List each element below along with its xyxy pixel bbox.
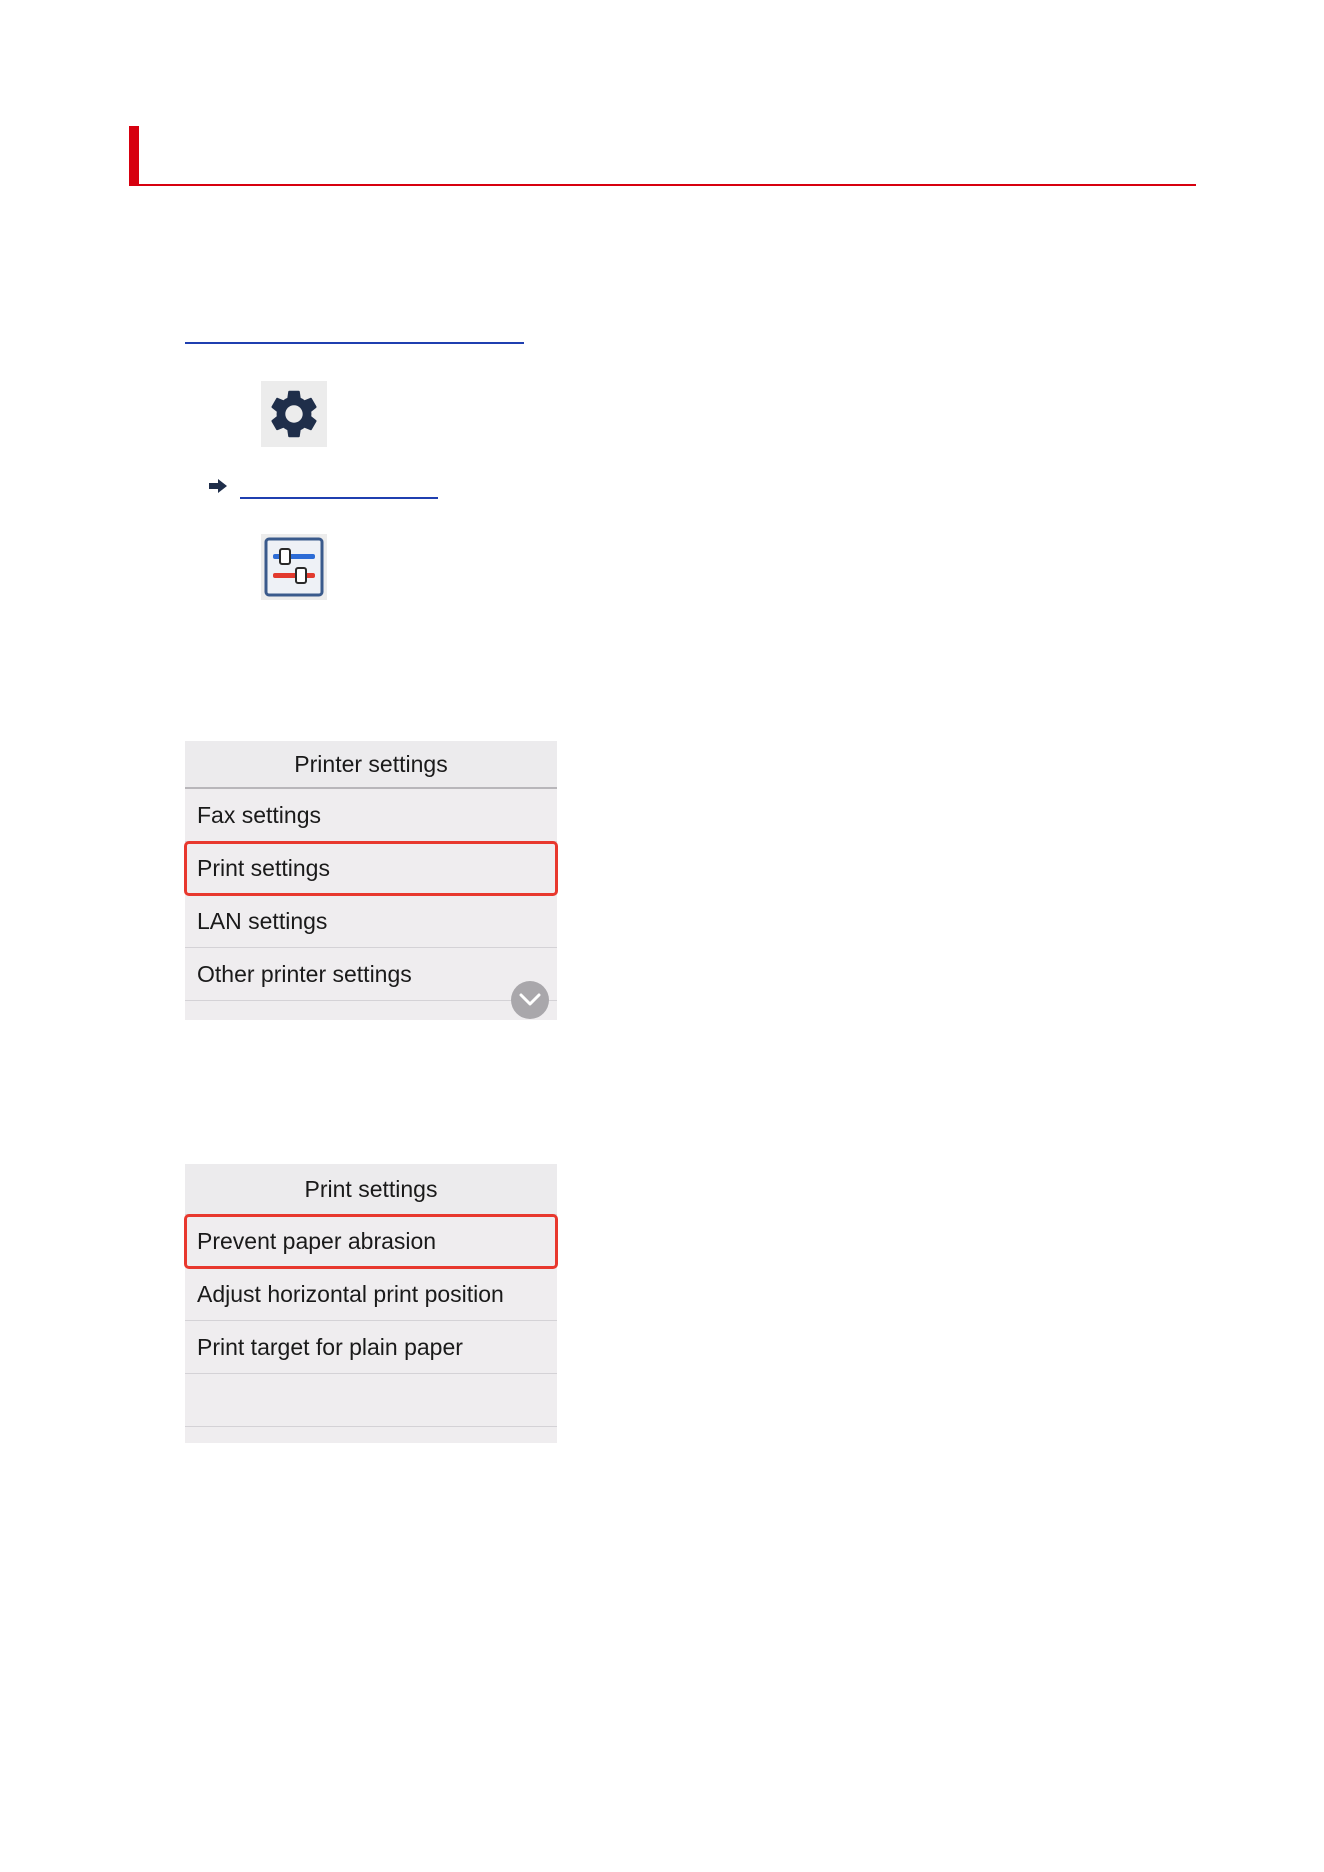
link-underline[interactable] — [240, 497, 438, 499]
menu-item-empty — [185, 1374, 557, 1427]
setup-button — [261, 381, 327, 447]
print-settings-panel — [185, 1164, 557, 1443]
scroll-down-button[interactable] — [511, 981, 549, 1019]
menu-item-prevent-paper-abrasion[interactable]: Prevent paper abrasion — [185, 1215, 557, 1268]
heading-accent-bar — [129, 126, 139, 185]
arrow-right-icon — [209, 479, 227, 493]
printer-settings-panel — [185, 741, 557, 1020]
menu-item-adjust-horizontal-print-position[interactable]: Adjust horizontal print position — [185, 1268, 557, 1321]
gear-icon — [265, 385, 323, 443]
setup-sliders-button — [261, 534, 327, 600]
heading-rule — [129, 184, 1196, 186]
chevron-down-icon — [519, 993, 541, 1007]
panel-title: Print settings — [185, 1164, 557, 1215]
menu-item-print-target-plain-paper[interactable]: Print target for plain paper — [185, 1321, 557, 1374]
link-underline[interactable] — [185, 342, 524, 344]
menu-item-fax-settings[interactable]: Fax settings — [185, 789, 557, 842]
menu-item-lan-settings[interactable]: LAN settings — [185, 895, 557, 948]
setup-sliders-icon — [264, 537, 324, 597]
menu-item-other-printer-settings[interactable]: Other printer settings — [185, 948, 557, 1001]
menu-item-print-settings[interactable]: Print settings — [185, 842, 557, 895]
panel-title: Printer settings — [185, 741, 557, 789]
